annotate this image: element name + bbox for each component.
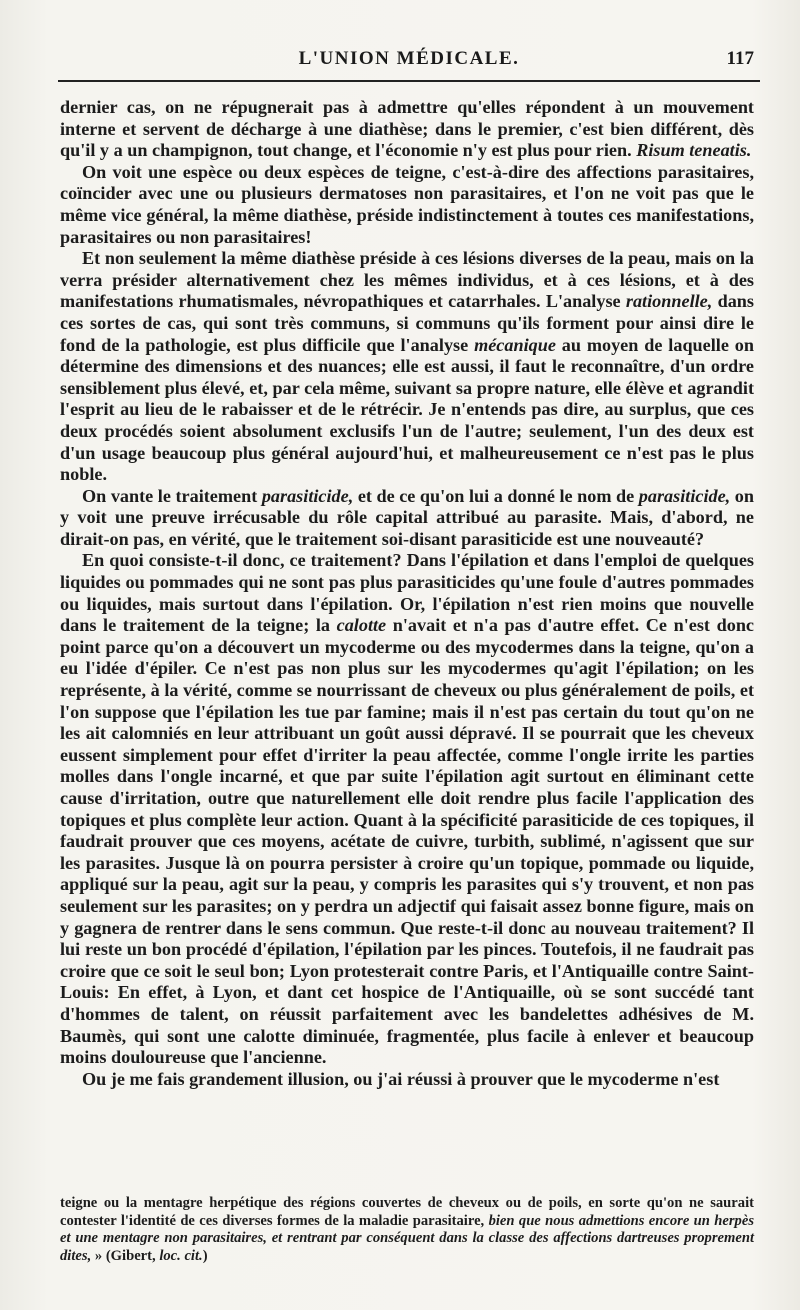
paragraph — [60, 97, 754, 162]
italic-text: Risum teneatis. — [636, 140, 752, 161]
footnote-paragraph — [60, 1195, 754, 1265]
text-run: ) — [202, 1247, 208, 1264]
text-run: » (Gibert, — [91, 1247, 160, 1264]
running-head — [58, 48, 760, 76]
italic-text: bien que nous admettions encore un herpès et une mentagre non parasitaires, et rentrant par conséquent dans la classe des affections dartreuses proprement dites, — [60, 1212, 754, 1264]
italic-text: calotte — [336, 615, 387, 636]
text-run: En quoi consiste-t-il donc, ce traitement? Dans l'épilation et dans l'emploi de quelques liquides ou pommades qui ne sont pas plus parasiticides qu'une foule d'autres pommades ou liquides, mais surtout dans l'épilation. Or, l'épilation n'est rien moins que nouvelle dans le traitement de la teigne; la — [60, 550, 754, 636]
italic-text: parasiticide, — [638, 485, 731, 506]
text-run: On voit une espèce ou deux espèces de teigne, c'est-à-dire des affections parasitaires, coïncider avec une ou plusieurs dermatoses non parasitaires, et l'on ne voit pas que le même vice général, la même diathèse, préside indistinctement à toutes ces manifestations, parasitaires ou non parasitaires! — [60, 161, 754, 247]
paragraph — [60, 550, 754, 1068]
text-run: on y voit une preuve irrécusable du rôle capital attribué au parasite. Mais, d'abord, ne dirait-on pas, en vérité, que le traitement soi-disant parasiticide est une nouveauté? — [60, 485, 754, 549]
text-run: dans ces sortes de cas, qui sont très communs, si communs qu'ils forment pour ainsi dire le fond de la pathologie, est plus difficile que l'analyse — [60, 291, 754, 355]
text-run: n'avait et n'a pas d'autre effet. Ce n'est donc point parce qu'on a découvert un mycoderme ou des mycodermes dans la teigne, qu'on a eu l'idée d'épiler. Ce n'est pas non plus sur les mycodermes qu'agit l'épilation; on les représente, à la vérité, comme se nourrissant de cheveux ou plus généralement de poils, et l'on suppose que l'épilation les tue par famine; mais il n'est pas certain du tout qu'on ne les ait calomniés en leur attribuant un goût aussi dépravé. Il se pourrait que les cheveux eussent simplement pour effet d'irriter la peau affectée, comme l'ongle irrite les parties molles dans l'ongle incarné, et que par suite l'épilation agit surtout en éliminant cette cause d'irritation, outre que naturellement elle doit rendre plus facile l'application des topiques et plus complète leur action. Quant à la spécificité parasiticide de ces topiques, il faudrait prouver que ces moyens, acétate de cuivre, turbith, sublimé, n'agissent que sur les parasites. Jusque là on pourra persister à croire qu'un topique, pommade ou liquide, appliqué sur la peau, agit sur la peau, y compris les parasites qui s'y trouvent, et non pas seulement sur les parasites; on y perdra un adjectif qui faisait assez bonne figure, mais on y gagnera de rentrer dans le sens commun. Que reste-t-il donc au nouveau traitement? Il lui reste un bon procédé d'épilation, l'épilation par les pinces. Toutefois, il ne faudrait pas croire que ce soit le seul bon; Lyon protesterait contre Paris, et l'Antiquaille contre Saint-Louis: En effet, à Lyon, et dant cet hospice de l'Antiquaille, où se sont succédé tant d'hommes de talent, on réussit parfaitement avec les bandelettes adhésives de M. Baumès, qui sont une calotte diminuée, fragmentée, plus facile à enlever et beaucoup moins douloureuse que l'ancienne. — [60, 615, 755, 1068]
paragraph — [60, 1069, 754, 1091]
text-run: Ou je me fais grandement illusion, ou j'ai réussi à prouver que le mycoderme n'est — [82, 1068, 720, 1089]
paragraph — [60, 248, 754, 486]
italic-text: parasiticide, — [261, 485, 354, 506]
italic-text: mécanique — [474, 334, 556, 355]
footnote — [60, 1195, 754, 1265]
body-text — [60, 97, 754, 1090]
paragraph — [60, 162, 754, 248]
text-run: et de ce qu'on lui a donné le nom de — [353, 485, 639, 506]
text-run: teigne ou la mentagre herpétique des régions couvertes de cheveux ou de poils, en sorte qu'on ne saurait contester l'identité de ces diverses formes de la maladie parasitaire, — [60, 1195, 754, 1229]
page-number: 117 — [726, 48, 754, 69]
text-run: dernier cas, on ne répugnerait pas à admettre qu'elles répondent à un mouvement interne et servent de décharge à une diathèse; dans le premier, c'est bien différent, dès qu'il y a un champignon, tout change, et l'économie n'y est plus pour rien. — [60, 97, 754, 161]
text-run: au moyen de laquelle on détermine des dimensions et des nuances; elle est aussi, il faut le reconnaître, d'un ordre sensiblement plus élevé, et, par cela même, suivant sa propre nature, elle élève et agrandit l'esprit au lieu de le rabaisser et de le rétrécir. Je n'entends pas dire, au surplus, que ces deux procédés soient absolument exclusifs l'un de l'autre; seulement, l'un des deux est d'un usage beaucoup plus général aujourd'hui, et malheureusement ce n'est pas le plus noble. — [60, 334, 754, 485]
paragraph — [60, 486, 754, 551]
text-run: On vante le traitement — [82, 485, 262, 506]
italic-text: loc. cit. — [159, 1247, 203, 1264]
text-run: Et non seulement la même diathèse préside à ces lésions diverses de la peau, mais on la verra présider alternativement chez les mêmes individus, et à ces lésions, et à des manifestations rhumatismales, névropathiques et catarrhales. L'analyse — [60, 248, 754, 312]
journal-title: L'UNION MÉDICALE. — [298, 48, 520, 69]
italic-text: rationnelle, — [625, 291, 713, 312]
header-rule — [58, 80, 760, 82]
